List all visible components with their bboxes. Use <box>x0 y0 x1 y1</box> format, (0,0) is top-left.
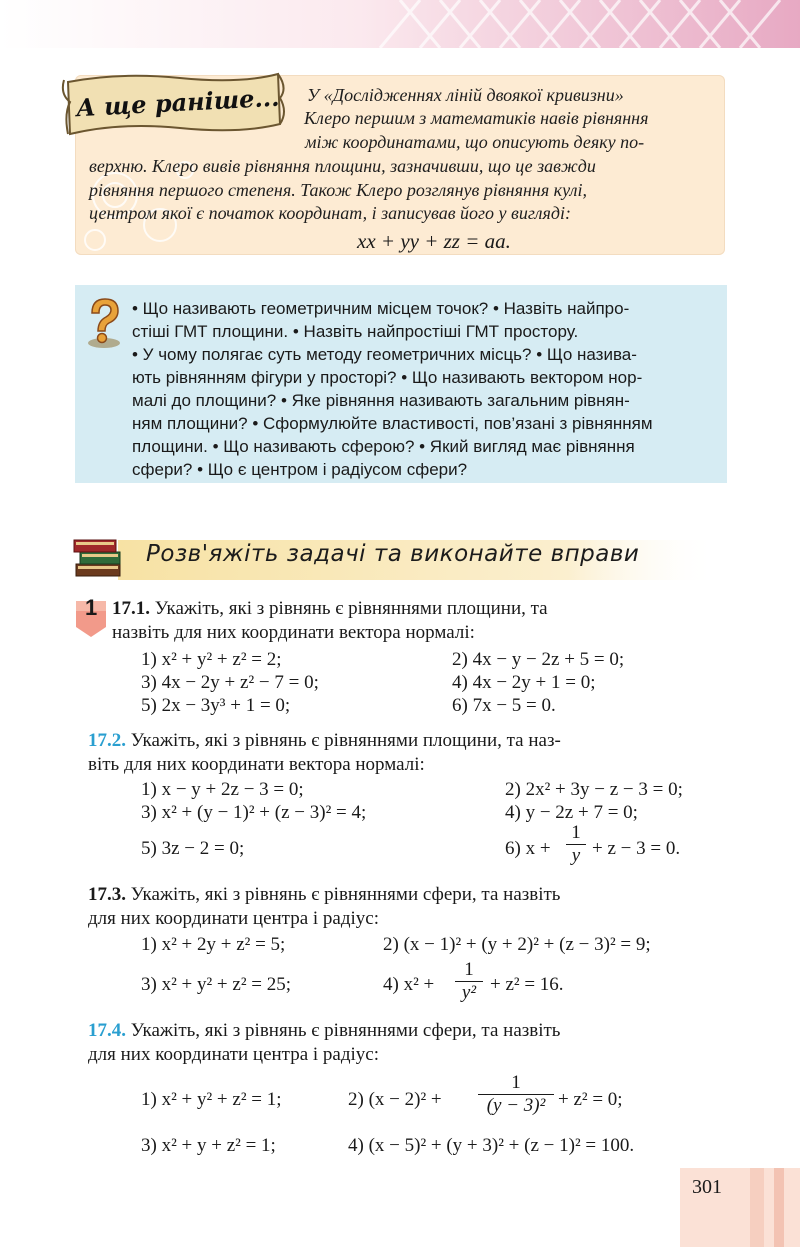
question-line-8: сфери? • Що є центром і радіусом сфери? <box>132 460 468 479</box>
p3-frac-num: 1 <box>464 959 474 980</box>
p3-item-3: 3) x² + y² + z² = 25; <box>141 974 292 995</box>
p4-frac-den: (y − 3)² <box>478 1094 554 1117</box>
question-mark-icon <box>84 297 124 349</box>
question-line-7: площини. • Що називають сферою? • Який вигляд має рівняння <box>132 437 635 456</box>
history-badge-title: А ще раніше... <box>75 82 281 123</box>
p1-item-5: 5) 2x − 3y³ + 1 = 0; <box>141 695 291 716</box>
problem-17-4-text-2: для них координати центра і радіус: <box>88 1044 380 1065</box>
p2-item-4: 4) y − 2z + 7 = 0; <box>505 802 638 823</box>
problem-17-4-text-1: Укажіть, які з рівнянь є рівняннями сфери, та назвіть <box>130 1020 561 1041</box>
p2-item-6-prefix: 6) x + <box>505 838 551 859</box>
question-line-2: стіші ГМТ площини. • Назвіть найпростіші ГМТ простору. <box>132 322 579 341</box>
p2-item-2: 2) 2x² + 3y − z − 3 = 0; <box>505 779 683 800</box>
p4-item-4: 4) (x − 5)² + (y + 3)² + (z − 1)² = 100. <box>348 1135 635 1156</box>
p4-item-3: 3) x² + y + z² = 1; <box>141 1135 276 1156</box>
p4-item-2-suffix: + z² = 0; <box>558 1089 623 1110</box>
history-line-3: між координатами, що описують деяку по- <box>305 132 645 152</box>
p3-item-4-suffix: + z² = 16. <box>490 974 564 995</box>
p3-item-4-fraction <box>455 959 483 1004</box>
p1-item-3: 3) 4x − 2y + z² − 7 = 0; <box>141 672 319 693</box>
p2-item-1: 1) x − y + 2z − 3 = 0; <box>141 779 304 800</box>
question-line-3: • У чому полягає суть методу геометричних місць? • Що назива- <box>132 345 637 364</box>
history-line-2: Клеро першим з математиків навів рівняння <box>304 108 649 128</box>
level-number: 1 <box>85 595 98 620</box>
p2-item-3: 3) x² + (y − 1)² + (z − 3)² = 4; <box>141 802 367 823</box>
p2-frac-num: 1 <box>571 822 581 843</box>
p2-item-6-fraction <box>566 822 586 867</box>
history-line-6: центром якої є початок координат, і записував його у вигляді: <box>89 203 571 223</box>
history-line-5: рівняння першого степеня. Також Клеро розглянув рівняння кулі, <box>89 180 587 200</box>
p4-item-1: 1) x² + y² + z² = 1; <box>141 1089 282 1110</box>
p1-item-4: 4) 4x − 2y + 1 = 0; <box>452 672 596 693</box>
history-line-4: верхню. Клеро вивів рівняння площини, зазначивши, що це завжди <box>89 156 596 176</box>
books-icon <box>72 528 126 582</box>
p1-item-2: 2) 4x − y − 2z + 5 = 0; <box>452 649 625 670</box>
sphere-formula: xx + yy + zz = aa. <box>357 229 511 253</box>
p1-item-6: 6) 7x − 5 = 0. <box>452 695 556 716</box>
problem-17-2-text-2: віть для них координати вектора нормалі: <box>88 754 425 775</box>
p3-item-4-prefix: 4) x² + <box>383 974 435 995</box>
problem-17-3-text-1: Укажіть, які з рівнянь є рівняннями сфери, та назвіть <box>130 884 561 905</box>
problem-17-3-number: 17.3. <box>88 884 126 905</box>
p3-item-2: 2) (x − 1)² + (y + 2)² + (z − 3)² = 9; <box>383 934 651 955</box>
problem-17-1-text-1: Укажіть, які з рівнянь є рівняннями площини, та <box>154 598 548 619</box>
problem-17-2-text-1: Укажіть, які з рівнянь є рівняннями площини, та наз- <box>130 730 561 751</box>
p3-frac-den: y² <box>455 981 483 1004</box>
p4-item-2-fraction <box>478 1072 554 1117</box>
question-line-4: ють рівнянням фігури у просторі? • Що називають вектором нор- <box>132 368 643 387</box>
problem-17-1-text-2: назвіть для них координати вектора нормалі: <box>112 622 475 643</box>
problem-17-3-text-2: для них координати центра і радіус: <box>88 908 380 929</box>
problem-17-4-number: 17.4. <box>88 1020 126 1041</box>
p3-item-1: 1) x² + 2y + z² = 5; <box>141 934 286 955</box>
history-line-1: У «Дослідженнях ліній двоякої кривизни» <box>307 85 624 105</box>
p2-item-5: 5) 3z − 2 = 0; <box>141 838 245 859</box>
p4-item-2-prefix: 2) (x − 2)² + <box>348 1089 442 1110</box>
problem-17-1-number: 17.1. <box>112 598 150 619</box>
problem-17-2-number: 17.2. <box>88 730 126 751</box>
top-decor-band <box>0 0 800 48</box>
question-line-5: малі до площини? • Яке рівняння називають загальним рівнян- <box>132 391 630 410</box>
p2-item-6-suffix: + z − 3 = 0. <box>592 838 681 859</box>
p4-frac-num: 1 <box>511 1072 521 1093</box>
question-line-1: • Що називають геометричним місцем точок? • Назвіть найпро- <box>132 299 630 318</box>
page-number: 301 <box>692 1176 722 1198</box>
question-line-6: ням площини? • Сформулюйте властивості, пов’язані з рівнянням <box>132 414 653 433</box>
section-title: Розв'яжіть задачі та виконайте вправи <box>146 541 640 567</box>
p2-frac-den: y <box>566 844 586 867</box>
p1-item-1: 1) x² + y² + z² = 2; <box>141 649 282 670</box>
